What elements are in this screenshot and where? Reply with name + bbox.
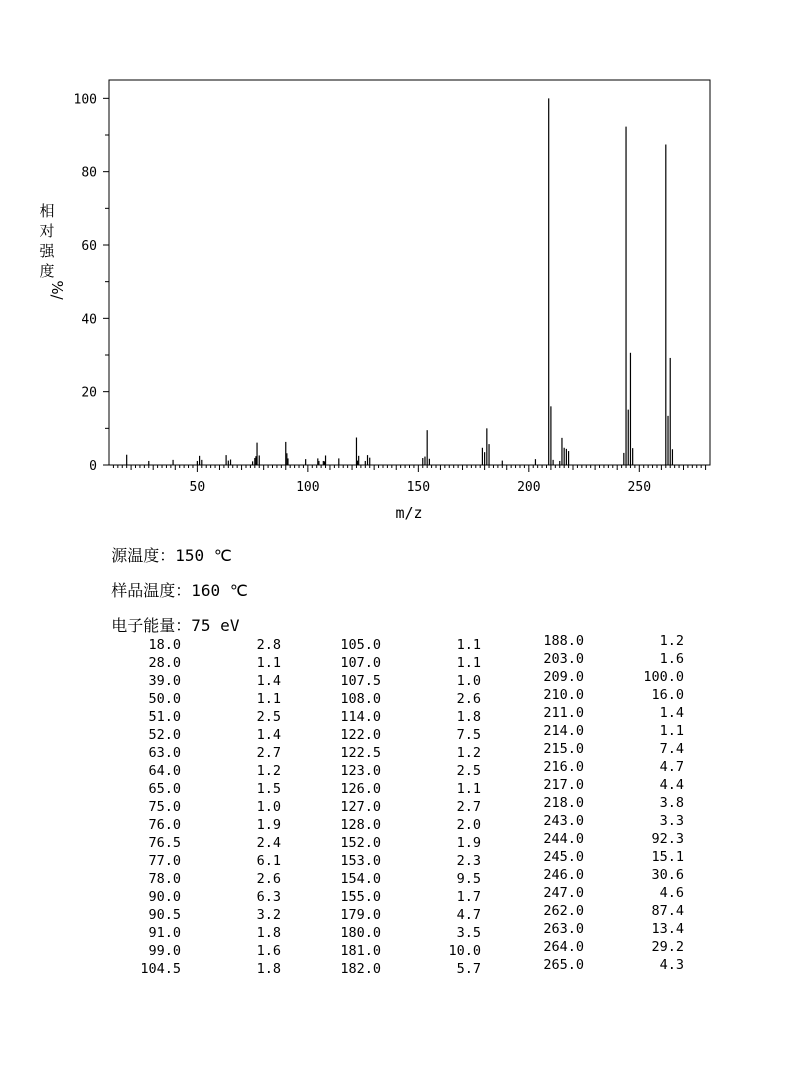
table-intensity-cell: 2.6 bbox=[256, 871, 281, 887]
table-intensity-cell: 92.3 bbox=[651, 831, 684, 847]
table-intensity-cell: 7.5 bbox=[456, 727, 481, 743]
table-mz-cell: 244.0 bbox=[543, 831, 584, 847]
table-intensity-cell: 3.5 bbox=[456, 925, 481, 941]
table-mz-cell: 179.0 bbox=[340, 907, 381, 923]
table-intensity-cell: 4.7 bbox=[456, 907, 481, 923]
table-intensity-cell: 1.2 bbox=[256, 763, 281, 779]
y-tick-label: 40 bbox=[81, 312, 97, 328]
table-mz-cell: 90.5 bbox=[148, 907, 181, 923]
table-intensity-cell: 1.0 bbox=[456, 673, 481, 689]
mass-spectrum-chart bbox=[0, 0, 794, 530]
table-mz-cell: 108.0 bbox=[340, 691, 381, 707]
table-mz-cell: 262.0 bbox=[543, 903, 584, 919]
table-intensity-cell: 1.2 bbox=[456, 745, 481, 761]
table-mz-cell: 152.0 bbox=[340, 835, 381, 851]
table-intensity-cell: 3.3 bbox=[659, 813, 684, 829]
electron-energy-label: 电子能量： bbox=[111, 616, 192, 635]
table-intensity-cell: 1.1 bbox=[256, 691, 281, 707]
table-intensity-column bbox=[624, 632, 684, 974]
y-axis-title-char: 对 bbox=[39, 222, 55, 240]
table-mz-cell: 181.0 bbox=[340, 943, 381, 959]
table-mz-cell: 122.5 bbox=[340, 745, 381, 761]
table-intensity-cell: 1.1 bbox=[456, 637, 481, 653]
table-intensity-cell: 3.2 bbox=[256, 907, 281, 923]
table-mz-cell: 90.0 bbox=[148, 889, 181, 905]
table-intensity-cell: 4.7 bbox=[659, 759, 684, 775]
table-intensity-cell: 30.6 bbox=[651, 867, 684, 883]
table-mz-cell: 107.5 bbox=[340, 673, 381, 689]
table-mz-cell: 77.0 bbox=[148, 853, 181, 869]
table-mz-cell: 209.0 bbox=[543, 669, 584, 685]
table-intensity-cell: 2.0 bbox=[456, 817, 481, 833]
table-mz-cell: 114.0 bbox=[340, 709, 381, 725]
table-intensity-cell: 2.7 bbox=[256, 745, 281, 761]
table-mz-cell: 154.0 bbox=[340, 871, 381, 887]
table-intensity-cell: 7.4 bbox=[659, 741, 684, 757]
table-mz-cell: 127.0 bbox=[340, 799, 381, 815]
y-axis-title bbox=[39, 202, 66, 301]
table-mz-cell: 218.0 bbox=[543, 795, 584, 811]
table-mz-cell: 107.0 bbox=[340, 655, 381, 671]
spectrum-peaks bbox=[127, 98, 673, 465]
table-mz-column bbox=[321, 636, 381, 978]
y-tick-label: 0 bbox=[89, 459, 97, 474]
table-mz-cell: 203.0 bbox=[543, 651, 584, 667]
source-temperature-label: 源温度： bbox=[111, 546, 176, 565]
table-mz-cell: 155.0 bbox=[340, 889, 381, 905]
table-mz-column bbox=[524, 632, 584, 974]
table-mz-cell: 50.0 bbox=[148, 691, 181, 707]
table-intensity-cell: 13.4 bbox=[651, 921, 684, 937]
table-mz-cell: 123.0 bbox=[340, 763, 381, 779]
table-intensity-cell: 9.5 bbox=[456, 871, 481, 887]
table-intensity-cell: 1.1 bbox=[659, 723, 684, 739]
table-mz-column bbox=[121, 636, 181, 978]
y-tick-label: 20 bbox=[81, 385, 97, 401]
y-axis-title-unit: %/ bbox=[48, 280, 66, 300]
table-intensity-cell: 1.8 bbox=[256, 961, 281, 977]
table-mz-cell: 217.0 bbox=[543, 777, 584, 793]
x-tick-label: 250 bbox=[627, 480, 652, 495]
table-mz-cell: 64.0 bbox=[148, 763, 181, 779]
table-intensity-cell: 1.6 bbox=[659, 651, 684, 667]
table-mz-cell: 76.5 bbox=[148, 835, 181, 851]
table-intensity-cell: 4.3 bbox=[659, 957, 684, 973]
table-intensity-cell: 2.7 bbox=[456, 799, 481, 815]
x-tick-label: 50 bbox=[189, 480, 206, 495]
table-intensity-cell: 5.7 bbox=[456, 961, 481, 977]
table-intensity-cell: 2.3 bbox=[456, 853, 481, 869]
table-mz-cell: 180.0 bbox=[340, 925, 381, 941]
x-axis-title: m/z bbox=[395, 504, 423, 522]
table-mz-cell: 243.0 bbox=[543, 813, 584, 829]
electron-energy bbox=[92, 594, 239, 636]
table-mz-cell: 245.0 bbox=[543, 849, 584, 865]
table-intensity-cell: 1.4 bbox=[256, 673, 281, 689]
table-mz-cell: 215.0 bbox=[543, 741, 584, 757]
table-intensity-cell: 1.8 bbox=[256, 925, 281, 941]
table-mz-cell: 105.0 bbox=[340, 637, 381, 653]
table-intensity-cell: 10.0 bbox=[448, 943, 481, 959]
table-mz-cell: 128.0 bbox=[340, 817, 381, 833]
table-intensity-cell: 16.0 bbox=[651, 687, 684, 703]
table-intensity-cell: 1.7 bbox=[456, 889, 481, 905]
table-mz-cell: 264.0 bbox=[543, 939, 584, 955]
x-tick-label: 150 bbox=[406, 480, 431, 495]
table-intensity-cell: 1.9 bbox=[256, 817, 281, 833]
table-intensity-cell: 1.1 bbox=[456, 655, 481, 671]
table-mz-cell: 39.0 bbox=[148, 673, 181, 689]
table-intensity-cell: 4.4 bbox=[659, 777, 684, 793]
x-tick-label: 200 bbox=[517, 480, 541, 495]
table-intensity-cell: 6.3 bbox=[256, 889, 281, 905]
table-mz-cell: 28.0 bbox=[148, 655, 181, 671]
table-intensity-cell: 15.1 bbox=[651, 849, 684, 865]
sample-temperature-value: 160 ℃ bbox=[191, 581, 248, 600]
y-tick-label: 100 bbox=[73, 92, 97, 108]
table-mz-cell: 265.0 bbox=[543, 957, 584, 973]
y-axis-title-char: 度 bbox=[39, 262, 55, 280]
table-intensity-cell: 1.2 bbox=[659, 633, 684, 649]
table-mz-cell: 210.0 bbox=[543, 687, 584, 703]
table-intensity-cell: 2.4 bbox=[256, 835, 281, 851]
table-mz-cell: 247.0 bbox=[543, 885, 584, 901]
table-intensity-cell: 3.8 bbox=[659, 795, 684, 811]
table-intensity-cell: 29.2 bbox=[651, 939, 684, 955]
table-mz-cell: 78.0 bbox=[148, 871, 181, 887]
table-mz-cell: 99.0 bbox=[148, 943, 181, 959]
table-intensity-cell: 4.6 bbox=[659, 885, 684, 901]
table-mz-cell: 75.0 bbox=[148, 799, 181, 815]
table-intensity-cell: 2.6 bbox=[456, 691, 481, 707]
table-intensity-cell: 1.8 bbox=[456, 709, 481, 725]
table-intensity-cell: 1.6 bbox=[256, 943, 281, 959]
table-mz-cell: 246.0 bbox=[543, 867, 584, 883]
table-mz-cell: 182.0 bbox=[340, 961, 381, 977]
table-intensity-column bbox=[421, 636, 481, 978]
electron-energy-value: 75 eV bbox=[191, 616, 240, 635]
table-mz-cell: 18.0 bbox=[148, 637, 181, 653]
table-intensity-cell: 87.4 bbox=[651, 903, 684, 919]
x-tick-label: 100 bbox=[296, 480, 320, 495]
table-mz-cell: 122.0 bbox=[340, 727, 381, 743]
table-intensity-cell: 1.1 bbox=[456, 781, 481, 797]
table-intensity-cell: 1.4 bbox=[659, 705, 684, 721]
table-mz-cell: 211.0 bbox=[543, 705, 584, 721]
table-intensity-cell: 1.1 bbox=[256, 655, 281, 671]
table-mz-cell: 91.0 bbox=[148, 925, 181, 941]
table-intensity-column bbox=[221, 636, 281, 978]
table-intensity-cell: 2.5 bbox=[256, 709, 281, 725]
table-mz-cell: 63.0 bbox=[148, 745, 181, 761]
table-mz-cell: 51.0 bbox=[148, 709, 181, 725]
y-tick-label: 60 bbox=[81, 239, 97, 254]
table-intensity-cell: 2.8 bbox=[256, 637, 281, 653]
table-mz-cell: 65.0 bbox=[148, 781, 181, 797]
plot-frame bbox=[109, 80, 710, 465]
y-axis-title-char: 相 bbox=[39, 202, 55, 220]
axis-ticks bbox=[74, 92, 706, 495]
table-mz-cell: 216.0 bbox=[543, 759, 584, 775]
sample-temperature-label: 样品温度： bbox=[111, 581, 192, 600]
table-intensity-cell: 100.0 bbox=[643, 669, 684, 685]
table-mz-cell: 52.0 bbox=[148, 727, 181, 743]
table-mz-cell: 188.0 bbox=[543, 633, 584, 649]
table-mz-cell: 153.0 bbox=[340, 853, 381, 869]
source-temperature-value: 150 ℃ bbox=[175, 546, 232, 565]
table-intensity-cell: 1.4 bbox=[256, 727, 281, 743]
table-intensity-cell: 1.0 bbox=[256, 799, 281, 815]
table-intensity-cell: 6.1 bbox=[256, 853, 281, 869]
table-mz-cell: 214.0 bbox=[543, 723, 584, 739]
y-tick-label: 80 bbox=[81, 165, 97, 181]
table-mz-cell: 263.0 bbox=[543, 921, 584, 937]
table-mz-cell: 76.0 bbox=[148, 817, 181, 833]
table-intensity-cell: 1.5 bbox=[256, 781, 281, 797]
table-mz-cell: 104.5 bbox=[140, 961, 181, 977]
table-mz-cell: 126.0 bbox=[340, 781, 381, 797]
y-axis-title-char: 强 bbox=[39, 242, 55, 260]
table-intensity-cell: 2.5 bbox=[456, 763, 481, 779]
table-intensity-cell: 1.9 bbox=[456, 835, 481, 851]
